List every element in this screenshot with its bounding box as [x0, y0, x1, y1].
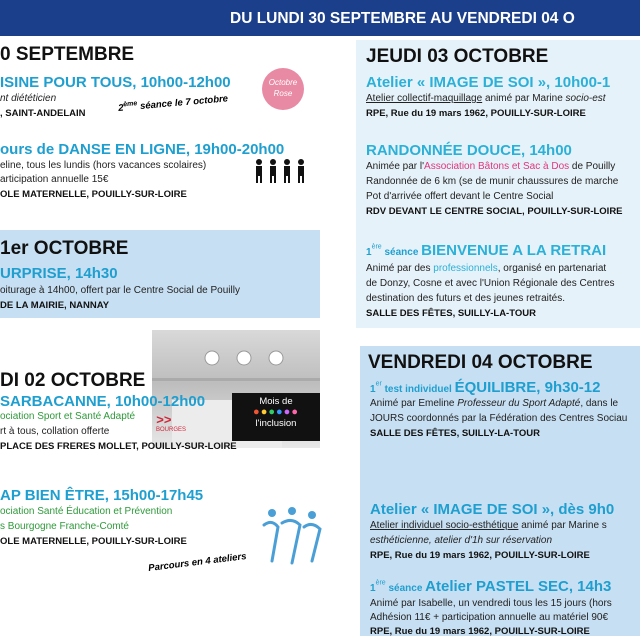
thursday-event3-title: 1ère séance BIENVENUE A LA RETRAI	[366, 242, 607, 259]
friday-event1-title: 1er test individuel ÉQUILIBRE, 9h30-12	[370, 379, 601, 396]
wednesday-event2-place: OLE MATERNELLE, POUILLY-SUR-LOIRE	[0, 536, 187, 547]
friday-event2-line2: esthéticienne, atelier d'1h sur réservation	[370, 535, 553, 546]
wednesday-event1-line1: ociation Sport et Santé Adapté	[0, 411, 136, 422]
monday-heading: 0 SEPTEMBRE	[0, 44, 135, 65]
wednesday-event2-title: AP BIEN ÊTRE, 15h00-17h45	[0, 487, 204, 504]
logo-mark-icon: >>	[156, 412, 172, 427]
monday-event1-line1: nt diététicien	[0, 93, 57, 104]
tuesday-heading: 1er OCTOBRE	[0, 238, 129, 259]
friday-event3-place: RPE, Rue du 19 mars 1962, POUILLY-SUR-LOIRE	[370, 626, 590, 636]
thursday-panel	[356, 40, 640, 328]
friday-event2-place: RPE, Rue du 19 mars 1962, POUILLY-SUR-LOIRE	[370, 550, 590, 561]
octobre-rose-logo: Octobre Rose	[262, 68, 304, 110]
tuesday-panel	[0, 230, 320, 318]
thursday-event1-title: Atelier « IMAGE DE SOI », 10h00-1	[366, 74, 611, 91]
friday-panel	[360, 346, 640, 636]
friday-event3-line2: Adhésion 11€ + participation annuelle au matériel 90€	[370, 612, 609, 623]
thursday-event3-line2: de Donzy, Cosne et avec l'Union Régionale des Centres	[366, 278, 615, 289]
monday-event1-place: , SAINT-ANDELAIN	[0, 108, 86, 119]
dancers-icon	[252, 158, 310, 184]
wednesday-event1-line2: rt à tous, collation offerte	[0, 426, 110, 437]
wednesday-event1-place: PLACE DES FRERES MOLLET, POUILLY-SUR-LOIRE	[0, 441, 237, 452]
friday-event1-place: SALLE DES FÊTES, SUILLY-LA-TOUR	[370, 428, 540, 439]
wednesday-heading: DI 02 OCTOBRE	[0, 370, 146, 391]
tuesday-event1-title: URPRISE, 14h30	[0, 265, 118, 282]
thursday-event1-place: RPE, Rue du 19 mars 1962, POUILLY-SUR-LOIRE	[366, 108, 586, 119]
thursday-event2-title: RANDONNÉE DOUCE, 14h00	[366, 142, 572, 159]
friday-event2-line1: Atelier individuel socio-esthétique animé par Marine s	[370, 520, 607, 531]
monday-event2-title: ours de DANSE EN LIGNE, 19h00-20h00	[0, 141, 285, 158]
monday-event1-note: 2ème séance le 7 octobre	[117, 93, 229, 114]
tuesday-event1-place: DE LA MAIRIE, NANNAY	[0, 300, 110, 311]
header-banner	[0, 0, 640, 36]
mois-inclusion-logo: Mois de ●●●●●● l'inclusion	[232, 393, 320, 441]
friday-event2-title: Atelier « IMAGE DE SOI », dès 9h0	[370, 501, 615, 518]
wednesday-event2-line2: s Bourgogne Franche-Comté	[0, 521, 129, 532]
wellness-figures-icon	[258, 505, 324, 567]
thursday-event2-line1: Animée par l'Association Bâtons et Sac à Dos de Pouilly	[366, 161, 616, 172]
wednesday-event2-note: Parcours en 4 ateliers	[147, 551, 248, 574]
friday-event3-line1: Animé par Isabelle, un vendredi tous les 15 jours (hors	[370, 598, 612, 609]
monday-event2-line1: eline, tous les lundis (hors vacances scolaires)	[0, 160, 207, 171]
thursday-event2-line3: Pot d'arrivée offert devant le Centre Social	[366, 191, 554, 202]
monday-event2-place: OLE MATERNELLE, POUILLY-SUR-LOIRE	[0, 189, 187, 200]
friday-event1-line1: Animé par Emeline Professeur du Sport Adapté, dans le	[370, 398, 619, 409]
thursday-event2-line2: Randonnée de 6 km (se de munir chaussures de marche	[366, 176, 619, 187]
sport-sante-logo: >> BOURGES	[156, 413, 194, 441]
thursday-event3-line1: Animé par des professionnels, organisé en partenariat	[366, 263, 607, 274]
tuesday-event1-line1: oiturage à 14h00, offert par le Centre Social de Pouilly	[0, 285, 240, 296]
thursday-event3-place: SALLE DES FÊTES, SUILLY-LA-TOUR	[366, 308, 536, 319]
monday-event1-title: ISINE POUR TOUS, 10h00-12h00	[0, 74, 231, 91]
thursday-heading: JEUDI 03 OCTOBRE	[366, 46, 549, 67]
friday-event3-title: 1ère séance Atelier PASTEL SEC, 14h3	[370, 578, 612, 595]
thursday-event2-place: RDV DEVANT LE CENTRE SOCIAL, POUILLY-SUR-LOIRE	[366, 206, 623, 217]
people-icon: ●●●●●●	[253, 406, 299, 418]
banner-title: DU LUNDI 30 SEPTEMBRE AU VENDREDI 04 O	[230, 10, 575, 27]
thursday-event1-line1: Atelier collectif-maquillage animé par Marine socio-est	[366, 93, 606, 104]
thursday-event3-line3: destination des futurs et des jeunes retraités.	[366, 293, 566, 304]
friday-heading: VENDREDI 04 OCTOBRE	[368, 352, 593, 373]
monday-event2-line2: articipation annuelle 15€	[0, 174, 109, 185]
wednesday-event1-title: SARBACANNE, 10h00-12h00	[0, 393, 206, 410]
wednesday-event2-line1: ociation Santé Éducation et Prévention	[0, 506, 173, 517]
friday-event1-line2: JOURS coordonnés par la Fédération des Centres Sociau	[370, 413, 628, 424]
